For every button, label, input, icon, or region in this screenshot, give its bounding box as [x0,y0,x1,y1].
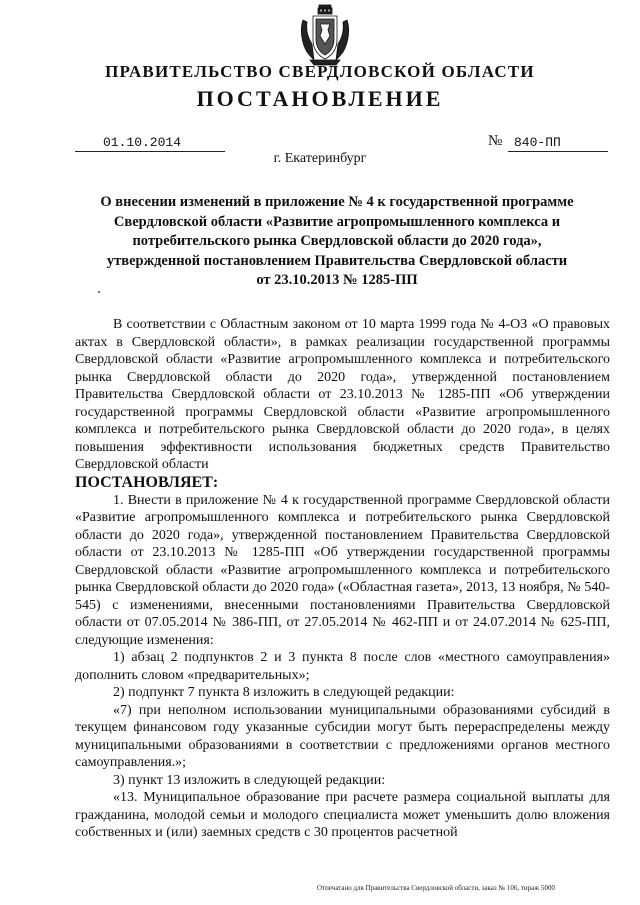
subject-line: утвержденной постановлением Правительства Свердловской области [106,252,568,269]
subitem-2-text: «7) при неполном использовании муниципальными образованиями субсидий в текущем финансовом году указанные субсидии могут быть перераспределены между муниципальными образованиями в соответствии с предложениями органов местного самоуправления.»; [75,702,610,770]
decree-heading: ПОСТАНОВЛЯЕТ: [75,473,219,491]
government-name: ПРАВИТЕЛЬСТВО СВЕРДЛОВСКОЙ ОБЛАСТИ [105,62,535,81]
document-subject [82,193,592,291]
number-sign: № [488,133,503,149]
print-footer: Отпечатано для Правительства Свердловской области, заказ № 106, тираж 5000 [317,884,555,892]
subitem-2-paragraph: 2) подпункт 7 пункта 8 изложить в следующей редакции: [113,685,455,700]
subject-line: О внесении изменений в приложение № 4 к государственной программе [100,194,574,210]
document-body [75,316,610,842]
document-date: 01.10.2014 [75,135,225,152]
subitem-3-paragraph: 3) пункт 13 изложить в следующей редакции: [113,772,386,788]
subject-line: от 23.10.2013 № 1285-ПП [256,272,418,288]
preamble-paragraph: В соответствии с Областным законом от 10 марта 1999 года № 4-ОЗ «О правовых актах в Свердловской области», в рамках реализации государственной программы Свердловской области «Развитие агропромышленного комплекса и потребительского рынка Свердловской области до 2020 года», утвержденной постановлением Правительства Свердловской области от 23.10.2013 № 1285-ПП «Об утверждении государственной программы Свердловской области «Развитие агропромышленного комплекса и потребительского рынка Свердловской области до 2020 года», в целях повышения эффективности использования бюджетных средств Правительство Свердловской области [75,317,610,472]
city: г. Екатеринбург [273,151,367,166]
subitem-3-text: «13. Муниципальное образование при расчете размера социальной выплаты для гражданина, молодой семьи и молодого специалиста может уменьшить долю вложения собственных и (или) заемных средств с 30 процентов расчетной [75,790,610,840]
coat-of-arms-icon [298,4,352,66]
subitem-1-paragraph: 1) абзац 2 подпунктов 2 и 3 пункта 8 после слов «местного самоуправления» дополнить словом «предварительных»; [75,650,610,683]
document-number: 840-ПП [508,135,608,152]
document-type: ПОСТАНОВЛЕНИЕ [196,86,444,111]
stray-mark [98,291,100,293]
subject-line: потребительского рынка Свердловской области до 2020 года», [132,233,542,249]
item-1-paragraph: 1. Внести в приложение № 4 к государственной программе Свердловской области «Развитие агропромышленного комплекса и потребительского рынка Свердловской области до 2020 года», утвержденной постановлением Правительства Свердловской области от 23.10.2013 № 1285-ПП «Об утверждении государственной программы Свердловской области «Развитие агропромышленного комплекса и потребительского рынка Свердловской области до 2020 года» («Областная газета», 2013, 13 ноября, № 540-545) с изменениями, внесенными постановлениями Правительства Свердловской области от 07.05.2014 № 386-ПП, от 27.05.2014 № 462-ПП и от 24.07.2014 № 625-ПП, следующие изменения: [75,492,610,648]
subject-line: Свердловской области «Развитие агропромышленного комплекса и [113,213,561,230]
